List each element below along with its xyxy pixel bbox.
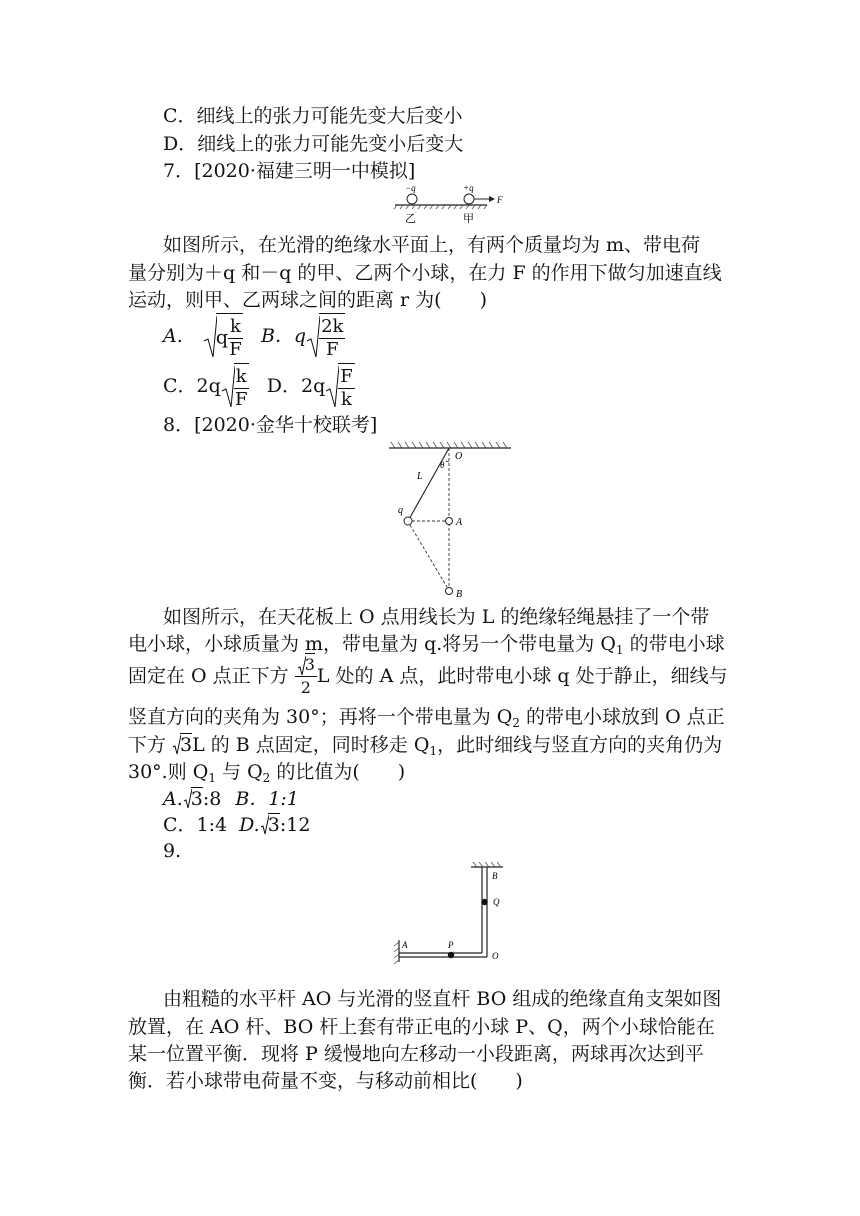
q8-fraction-sqrt3-over-2: $\frac{3}{2}$	[295, 653, 317, 699]
q8-ball-q	[404, 517, 412, 525]
q8-point-a	[446, 518, 453, 525]
q8-options-cd: C．1:4 D. 3:12	[163, 814, 311, 836]
q7-option-c-den: F	[235, 389, 248, 410]
q8-header: 8．[2020·金华十校联考]	[163, 414, 378, 436]
q8-point-b	[446, 588, 453, 595]
q7-option-c-radical	[221, 365, 235, 409]
q7-option-a-num: k	[229, 316, 241, 337]
q9-fig-a: A	[402, 940, 408, 950]
q7-ball-jia	[464, 194, 474, 204]
q7-option-c-num: k	[235, 366, 247, 387]
q7-option-b-label: B．q	[260, 325, 307, 347]
q7-option-d-label: D．2q	[266, 375, 326, 397]
q8-fig-q: q	[398, 505, 403, 516]
q7-options-ab	[163, 313, 345, 363]
q8-fig-o: O	[455, 451, 463, 462]
q8-option-b: B．1:1	[235, 788, 299, 810]
q7-option-b-radical	[306, 315, 320, 359]
q9-text-line4: 衡．若小球带电荷量不变，与移动前相比( )	[128, 1070, 523, 1092]
q9-fig-b: B	[492, 871, 498, 881]
q8-option-c: C．1:4	[163, 814, 228, 836]
q9-figure	[393, 862, 518, 964]
q8-text-line1: 如图所示，在天花板上 O 点用线长为 L 的绝缘轻绳悬挂了一个带	[163, 606, 710, 628]
q8-fig-l: L	[417, 471, 423, 482]
q8-text-line2: 电小球，小球质量为 m，带电量为 q.将另一个带电量为 $Q_1$ 的带电小球	[128, 633, 725, 657]
q8-fig-b: B	[456, 589, 463, 599]
q9-fig-o: O	[492, 951, 499, 961]
q7-option-a-label: A.	[163, 325, 183, 347]
q7-option-a-radical	[203, 315, 217, 359]
q7-option-c-label: C．2q	[163, 375, 221, 397]
q9-fig-p: P	[448, 940, 454, 950]
q7-option-d-den: k	[341, 389, 352, 410]
q8-text-line4: 竖直方向的夹角为 30°；再将一个带电量为 $Q_2$ 的带电小球放到 O 点正	[128, 706, 725, 730]
q6-option-d: D．细线上的张力可能先变小后变大	[163, 133, 464, 155]
q7-ball-yi	[407, 194, 417, 204]
q7-fig-jia-label: 甲	[463, 213, 474, 225]
q9-text-line3: 某一位置平衡．现将 P 缓慢地向左移动一小段距离，两球再次达到平	[128, 1043, 704, 1065]
q7-fig-neg-label: −q	[405, 183, 416, 193]
q8-option-a-label: A.	[163, 788, 183, 810]
q8-fig-theta: θ	[440, 460, 445, 470]
q8-text-line6: 30°.则 $Q_1$ 与 $Q_2$ 的比值为( )	[128, 761, 406, 785]
q7-fig-yi-label: 乙	[405, 213, 416, 225]
q7-text-line2: 量分别为＋q 和－q 的甲、乙两个小球，在力 F 的作用下做匀加速直线	[128, 262, 722, 284]
q7-figure	[393, 181, 513, 225]
q8-text-line3: 固定在 O 点正下方 $\frac{3}{2}$ L 处的 A 点，此时带电小球 q 处于静止，细线与	[128, 655, 728, 697]
q8-string	[408, 448, 449, 521]
q7-header: 7．[2020·福建三明一中模拟]	[163, 160, 416, 182]
q9-fig-q: Q	[493, 897, 500, 907]
q7-option-a-coef: q	[215, 326, 228, 349]
q9-header: 9.	[163, 840, 182, 862]
q7-fig-pos-label: +q	[463, 183, 474, 193]
q7-option-b-num: 2k	[321, 316, 344, 337]
q9-ball-q	[481, 899, 487, 905]
q7-option-d-radical	[325, 365, 339, 409]
q7-options-cd	[163, 363, 355, 413]
q6-option-c: C．细线上的张力可能先变大后变小	[163, 105, 463, 127]
q7-fig-force-label: F	[497, 195, 503, 205]
q8-fig-a: A	[456, 517, 463, 528]
q7-text-line3: 运动，则甲、乙两球之间的距离 r 为( )	[128, 289, 487, 311]
q8-figure	[385, 441, 515, 599]
q7-text-line1: 如图所示，在光滑的绝缘水平面上，有两个质量均为 m、带电荷	[163, 234, 701, 256]
q7-option-a-den: F	[229, 339, 242, 360]
q9-text-line1: 由粗糙的水平杆 AO 与光滑的竖直杆 BO 组成的绝缘直角支架如图	[163, 988, 722, 1010]
q8-option-d-label: D.	[239, 814, 260, 836]
q8-text-line5: 下方 3L 的 B 点固定，同时移走 $Q_1$，此时细线与竖直方向的夹角仍为	[128, 734, 723, 758]
q8-options-ab: A. 3:8 B．1:1	[163, 788, 299, 810]
q9-text-line2: 放置，在 AO 杆、BO 杆上套有带正电的小球 P、Q，两个小球恰能在	[128, 1016, 715, 1038]
q7-option-b-den: F	[326, 339, 339, 360]
q7-option-d-num: F	[340, 366, 353, 387]
q9-ball-p	[448, 952, 454, 958]
